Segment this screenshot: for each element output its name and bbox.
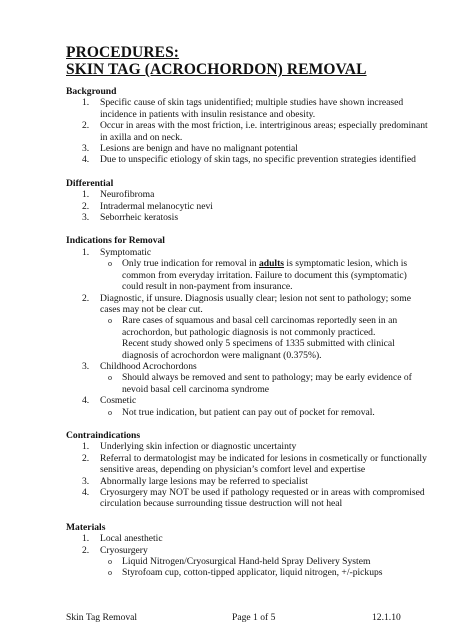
title-line-2: SKIN TAG (ACROCHORDON) REMOVAL — [66, 61, 367, 78]
list-item — [66, 361, 428, 372]
bullet-glyph: o — [108, 568, 112, 578]
list-text: Childhood Acrochordons — [100, 360, 197, 372]
list-text: Cryosurgery may NOT be used if pathology requested or in areas with compromised circulation because surrounding tissue destruction will not heal — [100, 487, 425, 510]
list-number: 1. — [82, 97, 90, 109]
list-item — [66, 395, 428, 406]
sub-bullet-item — [66, 567, 428, 578]
sub-text: Not true indication, but patient can pay out of pocket for removal. — [122, 406, 375, 418]
list-text: Intradermal melanocytic nevi — [100, 200, 213, 212]
section-heading-contraindications: Contraindications — [66, 429, 141, 441]
list-number: 3. — [82, 143, 90, 155]
sub-bullet-item — [66, 556, 428, 567]
list-number: 2. — [82, 452, 90, 464]
list-number: 1. — [82, 441, 90, 453]
section-heading-differential: Differential — [66, 177, 114, 189]
list-text: Local anesthetic — [100, 533, 163, 545]
list-number: 2. — [82, 544, 90, 556]
list-text: Lesions are benign and have no malignant potential — [100, 143, 298, 155]
sub-bullet-item — [66, 407, 428, 418]
bullet-glyph: o — [108, 316, 112, 326]
document-title — [66, 44, 367, 78]
list-item — [66, 120, 428, 143]
sub-bullet-item — [66, 258, 428, 292]
list-text: Diagnostic, if unsure. Diagnosis usually clear; lesion not sent to pathology; some cases may not be clear cut. — [100, 292, 411, 315]
list-item — [66, 487, 428, 510]
list-text: Referral to dermatologist may be indicated for lesions in cosmetically or functionally sensitive areas, depending on physician’s comfort level and expertise — [100, 452, 427, 476]
list-number: 4. — [82, 395, 90, 407]
list-text: Seborrheic keratosis — [100, 212, 179, 224]
list-item — [66, 476, 428, 487]
list-item — [66, 201, 428, 212]
list-item — [66, 143, 428, 154]
list-text: Due to unspecific etiology of skin tags, no specific prevention strategies identified — [100, 154, 416, 166]
list-item — [66, 453, 428, 476]
sub-text-emphasis: adults — [258, 258, 285, 270]
list-number: 4. — [82, 154, 90, 166]
bullet-glyph: o — [108, 407, 112, 417]
sub-text-post: is symptomatic lesion, which is common from everyday irritation. Failure to document this (symptomatic) could result in non-payment from insurance. — [122, 258, 408, 293]
list-text: Specific cause of skin tags unidentified; multiple studies have shown increased incidence in patients with insulin resistance and obesity. — [100, 97, 404, 120]
list-item — [66, 293, 428, 316]
list-number: 3. — [82, 475, 90, 487]
sub-text: Should always be removed and sent to pathology; may be early evidence of nevoid basal cell carcinoma syndrome — [122, 372, 412, 395]
list-text: Neurofibroma — [100, 189, 155, 201]
list-text: Symptomatic — [100, 246, 152, 258]
sub-continuation: Recent study showed only 5 specimens of 1335 submitted with clinical diagnosis of acrochordon were malignant (0.375%). — [122, 338, 395, 361]
list-item — [66, 441, 428, 452]
list-item — [66, 97, 428, 120]
list-item — [66, 189, 428, 200]
list-item — [66, 212, 428, 223]
title-line-1: PROCEDURES: — [66, 44, 180, 61]
list-text: Occur in areas with the most friction, i.e. intertriginous areas; especially predominant in axilla and on neck. — [100, 120, 428, 143]
list-number: 2. — [82, 292, 90, 304]
list-number: 1. — [82, 246, 90, 258]
list-number: 1. — [82, 189, 90, 201]
footer-page-number: Page 1 of 5 — [232, 612, 276, 623]
list-number: 2. — [82, 120, 90, 132]
sub-text-pre: Only true indication for removal in — [122, 258, 259, 270]
list-number: 4. — [82, 487, 90, 498]
bullet-glyph: o — [108, 557, 112, 567]
list-text: Abnormally large lesions may be referred to specialist — [100, 475, 308, 487]
footer-document-name: Skin Tag Removal — [66, 612, 138, 623]
list-text: Cosmetic — [100, 395, 137, 407]
list-number: 3. — [82, 212, 90, 224]
sub-bullet-item — [66, 372, 428, 395]
sub-text: Liquid Nitrogen/Cryosurgical Hand-held Spray Delivery System — [122, 556, 371, 568]
bullet-glyph: o — [108, 373, 112, 383]
list-text: Underlying skin infection or diagnostic uncertainty — [100, 441, 297, 453]
list-text: Cryosurgery — [100, 544, 148, 556]
sub-bullet-item — [66, 315, 428, 338]
list-number: 1. — [82, 533, 90, 545]
footer-date: 12.1.10 — [372, 612, 401, 623]
list-item — [66, 545, 428, 556]
document-body — [66, 86, 428, 579]
section-heading-materials: Materials — [66, 521, 106, 533]
bullet-glyph: o — [108, 259, 112, 269]
list-item — [66, 154, 428, 165]
list-item — [66, 247, 428, 258]
sub-text: Rare cases of squamous and basal cell carcinomas reportedly seen in an acrochordon, but pathologic diagnosis is not commonly practiced. — [122, 315, 398, 338]
section-heading-indications: Indications for Removal — [66, 235, 165, 247]
section-heading-background: Background — [66, 86, 117, 97]
list-number: 3. — [82, 360, 90, 372]
list-item — [66, 533, 428, 544]
list-number: 2. — [82, 200, 90, 212]
sub-text: Styrofoam cup, cotton-tipped applicator, liquid nitrogen, +/-pickups — [122, 567, 383, 579]
